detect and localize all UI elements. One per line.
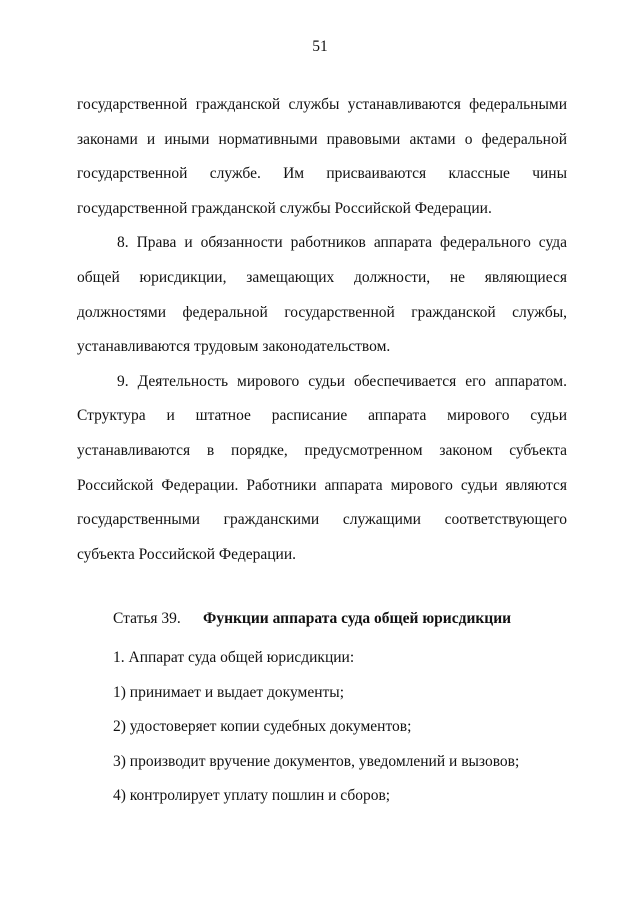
article-title: Функции аппарата суда общей юрисдикции: [203, 610, 512, 628]
list-item: 3) производит вручение документов, уведомлений и вызовов;: [113, 752, 520, 770]
paragraph-continued: государственной гражданской службы устанавливаются федеральными законами и иными нормативными правовыми актами о федеральной государственной службе. Им присваиваются классные чины государственной гражданской службы Российской Федерации.: [77, 96, 567, 217]
list-item: 1. Аппарат суда общей юрисдикции:: [113, 648, 355, 666]
document-body: [77, 88, 567, 814]
article-label: Статья 39.: [113, 610, 181, 628]
paragraph-9: 9. Деятельность мирового судьи обеспечивается его аппаратом. Структура и штатное расписание аппарата мирового судьи устанавливаются в порядке, предусмотренном законом субъекта Российской Федерации. Работники аппарата мирового судьи являются государственными гражданскими служащими соответствующего субъекта Российской Федерации.: [77, 372, 567, 563]
list-item: 4) контролирует уплату пошлин и сборов;: [113, 787, 391, 805]
paragraph-8: 8. Права и обязанности работников аппарата федерального суда общей юрисдикции, замещающих должности, не являющиеся должностями федеральной государственной гражданской службы, устанавливаются трудовым законодательством.: [77, 234, 567, 356]
page-number: 51: [312, 38, 328, 55]
article-heading: [77, 602, 567, 637]
list-item: 1) принимает и выдает документы;: [113, 683, 344, 701]
list-item: 2) удостоверяет копии судебных документов;: [113, 718, 412, 736]
